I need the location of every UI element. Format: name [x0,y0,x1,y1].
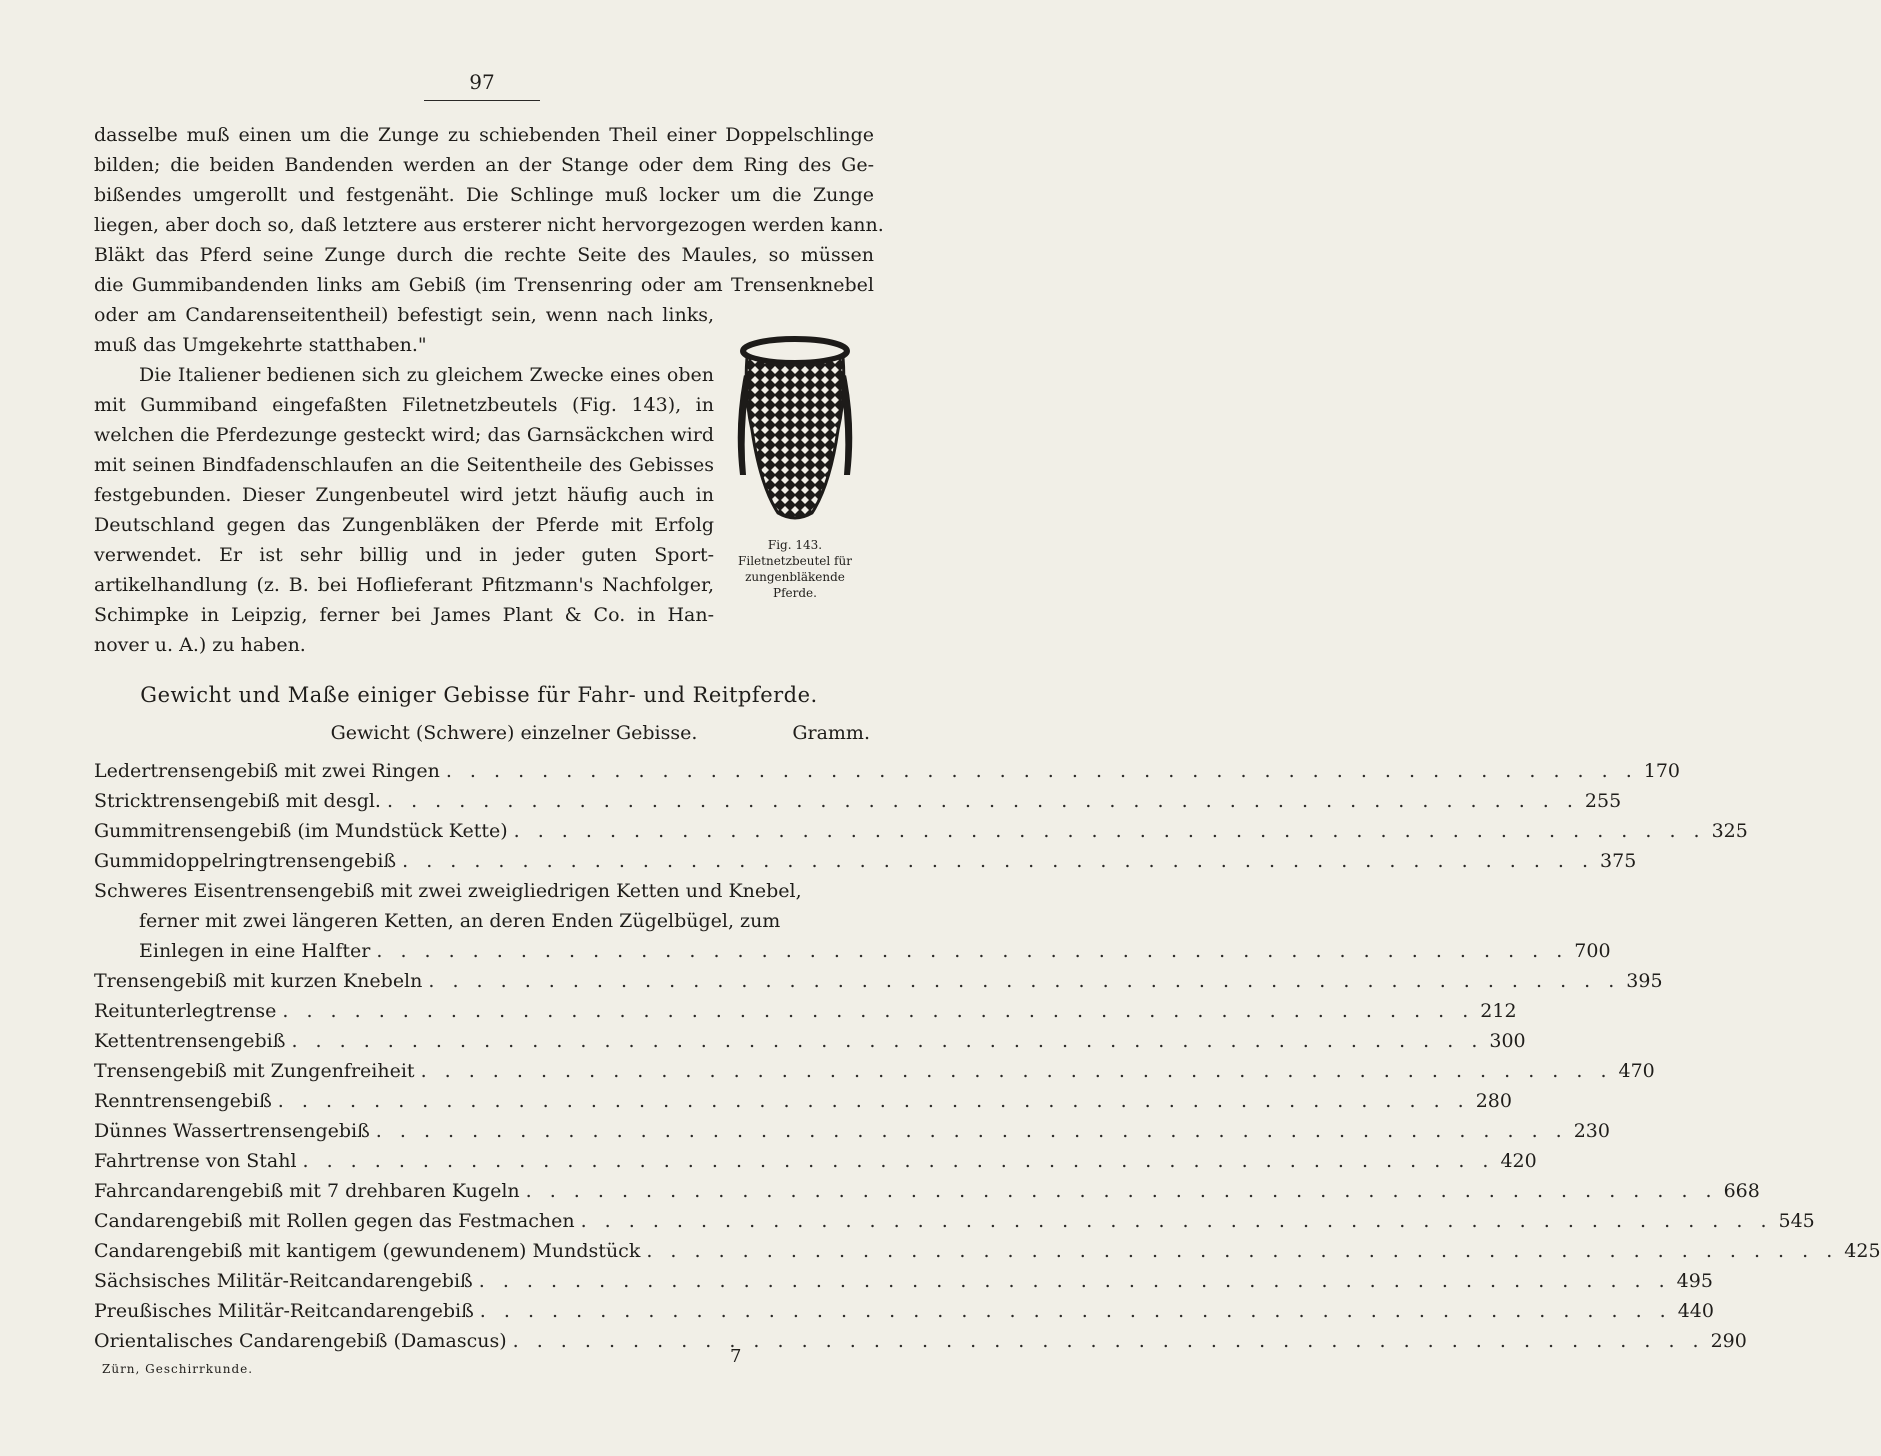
body-line: die Gummibandenden links am Gebiß (im Trensenring oder am Trensenknebel [94,274,874,296]
table-subtitle: Gewicht (Schwere) einzelner Gebisse. [330,722,698,744]
body-line: liegen, aber doch so, daß letztere aus ersterer nicht hervorgezogen werden kann. [94,214,884,236]
bit-name: Preußisches Militär-Reitcandarengebiß [94,1300,474,1322]
leader-dots: . . . . . . . . . . . . . . . . . . . . . . . . . . . . . . . . . . . . . . . . . . . . . . . . . . [402,850,1595,872]
leader-dots: . . . . . . . . . . . . . . . . . . . . . . . . . . . . . . . . . . . . . . . . . . . . . . . . . . [445,760,1638,782]
table-row [94,812,1748,842]
figure-caption [720,537,870,601]
bit-name-line: ferner mit zwei längeren Ketten, an deren Enden Zügelbügel, zum [139,910,781,932]
bit-name: Kettentrensengebiß [94,1030,286,1052]
table-row [94,1172,1760,1202]
leader-dots: . . . . . . . . . . . . . . . . . . . . . . . . . . . . . . . . . . . . . . . . . . . . . . . . . . [420,1060,1613,1082]
table-row [94,842,1637,872]
bit-name: Fahrcandarengebiß mit 7 drehbaren Kugeln [94,1180,520,1202]
table-row [94,1082,1512,1112]
table-row [94,1022,1526,1052]
bit-weight: 212 [1480,1000,1517,1022]
table-row [94,1292,1714,1322]
table-row [94,1202,1815,1232]
leader-dots: . . . . . . . . . . . . . . . . . . . . . . . . . . . . . . . . . . . . . . . . . . . . . . . . . . [512,1330,1705,1352]
bit-name-line: Einlegen in eine Halfter [139,940,371,962]
bit-weight: 545 [1778,1210,1815,1232]
figure-caption-line: zungenbläkende [745,570,845,584]
table-row [94,962,1663,992]
bit-name: Dünnes Wassertrensengebiß [94,1120,370,1142]
bit-name: Trensengebiß mit Zungenfreiheit [94,1060,415,1082]
bit-weight: 668 [1723,1180,1760,1202]
leader-dots: . . . . . . . . . . . . . . . . . . . . . . . . . . . . . . . . . . . . . . . . . . . . . . . . . . [478,1270,1671,1292]
bit-weight: 290 [1710,1330,1747,1352]
bit-name: Gummidoppelringtrensengebiß [94,850,397,872]
bit-name: Orientalisches Candarengebiß (Damascus) [94,1330,507,1352]
body-line: festgebunden. Dieser Zungenbeutel wird jetzt häufig auch in [94,484,714,506]
body-line: muß das Umgekehrte statthaben." [94,334,427,356]
body-line: mit seinen Bindfadenschlaufen an die Seitentheile des Gebisses [94,454,714,476]
table-row [94,932,1611,962]
body-line: dasselbe muß einen um die Zunge zu schiebenden Theil einer Doppelschlinge [94,124,874,146]
bit-name: Trensengebiß mit kurzen Knebeln [94,970,423,992]
footer-author-title: Zürn, Geschirrkunde. [102,1362,254,1376]
leader-dots: . . . . . . . . . . . . . . . . . . . . . . . . . . . . . . . . . . . . . . . . . . . . . . . . . . [277,1090,1470,1112]
table-row [94,992,1517,1022]
bit-weight: 300 [1489,1030,1526,1052]
body-line: verwendet. Er ist sehr billig und in jeder guten Sport- [94,544,714,566]
bit-weight: 170 [1643,760,1681,782]
section-title: Gewicht und Maße einiger Gebisse für Fahr- und Reitpferde. [140,683,818,707]
bit-weight: 375 [1600,850,1637,872]
body-line: Die Italiener bedienen sich zu gleichem Zwecke eines oben [139,364,714,386]
net-bag-illustration [730,335,860,525]
body-line: Schimpke in Leipzig, ferner bei James Plant & Co. in Han- [94,604,714,626]
body-line: welchen die Pferdezunge gesteckt wird; das Garnsäckchen wird [94,424,714,446]
bit-weight: 700 [1574,940,1611,962]
bit-name: Reitunterlegtrense [94,1000,277,1022]
bit-name-line: Schweres Eisentrensengebiß mit zwei zweigliedrigen Ketten und Knebel, [94,880,802,902]
bit-name: Sächsisches Militär-Reitcandarengebiß [94,1270,473,1292]
leader-dots: . . . . . . . . . . . . . . . . . . . . . . . . . . . . . . . . . . . . . . . . . . . . . . . . . . [479,1300,1672,1322]
table-row [94,1052,1655,1082]
table-row-multiline-1 [94,872,854,902]
bit-weight: 440 [1677,1300,1714,1322]
bit-name: Fahrtrense von Stahl [94,1150,297,1172]
bit-weight: 280 [1475,1090,1512,1112]
leader-dots: . . . . . . . . . . . . . . . . . . . . . . . . . . . . . . . . . . . . . . . . . . . . . . . . . . [525,1180,1718,1202]
table-row [94,1112,1610,1142]
table-row [94,752,1681,782]
table-row-multiline-2 [94,902,854,932]
table-row [94,1232,1881,1262]
body-line: bilden; die beiden Bandenden werden an der Stange oder dem Ring des Ge- [94,154,874,176]
bit-weight: 395 [1626,970,1663,992]
leader-dots: . . . . . . . . . . . . . . . . . . . . . . . . . . . . . . . . . . . . . . . . . . . . . . . . . . [375,1120,1568,1142]
footer-signature-number: 7 [730,1346,742,1367]
weight-table [94,752,1881,1352]
leader-dots: . . . . . . . . . . . . . . . . . . . . . . . . . . . . . . . . . . . . . . . . . . . . . . . . . . [513,820,1706,842]
body-line: oder am Candarenseitentheil) befestigt sein, wenn nach links, [94,304,714,326]
leader-dots: . . . . . . . . . . . . . . . . . . . . . . . . . . . . . . . . . . . . . . . . . . . . . . . . . . [646,1240,1839,1262]
body-line: mit Gummiband eingefaßten Filetnetzbeutels (Fig. 143), in [94,394,714,416]
bit-weight: 470 [1618,1060,1655,1082]
table-row [94,1142,1537,1172]
bit-name: Renntrensengebiß [94,1090,272,1112]
bit-weight: 425 [1844,1240,1881,1262]
body-line: nover u. A.) zu haben. [94,634,306,656]
leader-dots: . . . . . . . . . . . . . . . . . . . . . . . . . . . . . . . . . . . . . . . . . . . . . . . . . . [580,1210,1773,1232]
body-line: bißendes umgerollt und festgenäht. Die Schlinge muß locker um die Zunge [94,184,874,206]
leader-dots: . . . . . . . . . . . . . . . . . . . . . . . . . . . . . . . . . . . . . . . . . . . . . . . . . . [386,790,1579,812]
leader-dots: . . . . . . . . . . . . . . . . . . . . . . . . . . . . . . . . . . . . . . . . . . . . . . . . . . [428,970,1621,992]
bit-weight: 325 [1711,820,1748,842]
bit-weight: 495 [1676,1270,1713,1292]
leader-dots: . . . . . . . . . . . . . . . . . . . . . . . . . . . . . . . . . . . . . . . . . . . . . . . . . . [291,1030,1484,1052]
bit-weight: 230 [1573,1120,1610,1142]
bit-name: Candarengebiß mit Rollen gegen das Festmachen [94,1210,575,1232]
body-line: artikelhandlung (z. B. bei Hoflieferant Pfitzmann's Nachfolger, [94,574,714,596]
unit-header: Gramm. [792,722,870,744]
figure-caption-line: Pferde. [773,586,817,600]
body-line: Bläkt das Pferd seine Zunge durch die rechte Seite des Maules, so müssen [94,244,874,266]
bit-name: Candarengebiß mit kantigem (gewundenem) Mundstück [94,1240,641,1262]
leader-dots: . . . . . . . . . . . . . . . . . . . . . . . . . . . . . . . . . . . . . . . . . . . . . . . . . . [302,1150,1495,1172]
leader-dots: . . . . . . . . . . . . . . . . . . . . . . . . . . . . . . . . . . . . . . . . . . . . . . . . . . [282,1000,1475,1022]
leader-dots: . . . . . . . . . . . . . . . . . . . . . . . . . . . . . . . . . . . . . . . . . . . . . . . . . . [376,940,1569,962]
figure-143 [720,335,870,601]
table-row [94,782,1622,812]
figure-caption-line: Fig. 143. [767,538,823,552]
bit-weight: 420 [1500,1150,1537,1172]
bit-weight: 255 [1584,790,1622,812]
body-line: Deutschland gegen das Zungenbläken der Pferde mit Erfolg [94,514,714,536]
table-header [94,722,870,750]
page-number: 97 [469,70,495,94]
figure-caption-line: Filetnetzbeutel für [738,554,852,568]
bit-name: Ledertrensengebiß mit zwei Ringen [94,760,440,782]
bit-name: Stricktrensengebiß mit desgl. [94,790,381,812]
bit-name: Gummitrensengebiß (im Mundstück Kette) [94,820,508,842]
page-number-rule [424,100,540,101]
table-row [94,1262,1713,1292]
